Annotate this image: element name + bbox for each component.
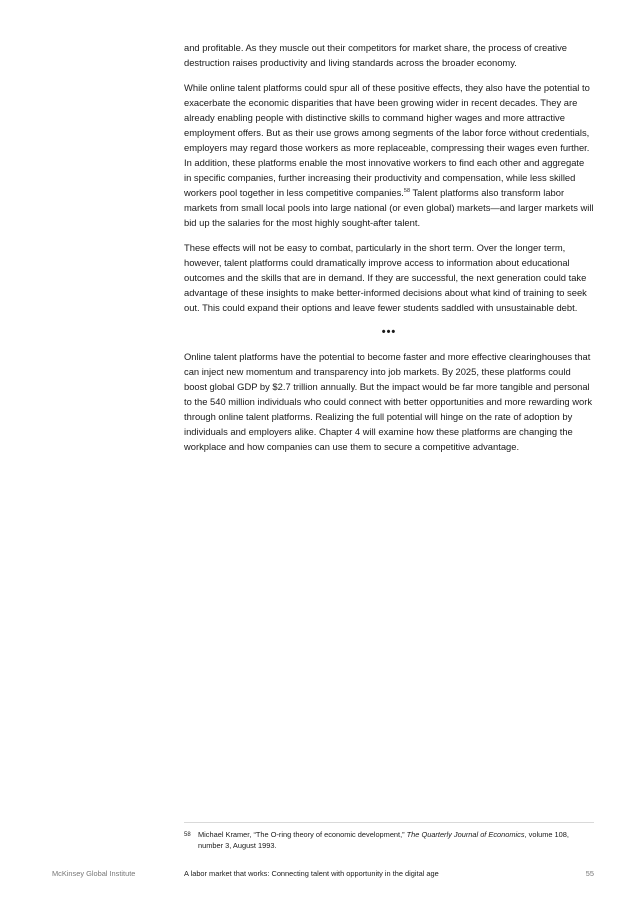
paragraph-4: Online talent platforms have the potential to become faster and more effective clearinghouses that can inject new momentum and transparency into job markets. By 2025, these platforms could boost global GDP by $2.7 trillion annually. But the impact would be far more tangible and personal to the 540 million individuals who could connect with better opportunities and more rewarding work through online talent platforms. Realizing the full potential will hinge on the rate of adoption by individuals and employers alike. Chapter 4 will examine how these platforms are changing the workplace and how companies can use them to secure a competitive advantage. — [184, 351, 593, 452]
paragraph-3: These effects will not be easy to combat, particularly in the short term. Over the longer term, however, talent platforms could dramatically improve access to information about educational outcomes and the skills that are in demand. If they are successful, the next generation could take advantage of these insights to make better-informed decisions about what kind of training to seek out. This could expand their options and leave fewer students saddled with unsustainable debt. — [184, 242, 587, 313]
paragraph-2-text: While online talent platforms could spur all of these positive effects, they also have the potential to exacerbate the economic disparities that have been growing wider in recent decades. They are already enabling people with distinctive skills to command higher wages and more attractive employment offers. But as their use grows among segments of the labor force without credentials, employers may regard those workers as more replaceable, compressing their wages even further. In addition, these platforms enable the most innovative workers to find each other and aggregate in specific companies, further increasing their productivity and compensation, while less skilled workers pool together in less competitive companies. — [184, 82, 590, 198]
paragraph-1: and profitable. As they muscle out their competitors for market share, the process of creative destruction raises productivity and living standards across the broader economy. — [184, 42, 567, 68]
footnote-text — [198, 829, 594, 851]
footnote-rule — [184, 822, 594, 823]
footnote-details: , volume 108, number 3, August 1993. — [198, 830, 569, 850]
footnote-number: 58 — [184, 832, 191, 838]
footnote-citation: Michael Kramer, “The O-ring theory of economic development,” — [198, 830, 407, 839]
paragraph-2-continued: Talent platforms also transform labor markets from small local pools into large national (or even global) markets—and larger markets will bid up the salaries for the most highly sought-after talent. — [184, 187, 594, 228]
body-text — [184, 40, 594, 464]
footnote-ref-58[interactable]: 58 — [403, 187, 411, 194]
footnote-journal: The Quarterly Journal of Economics — [406, 830, 525, 839]
footer-organization: McKinsey Global Institute — [52, 869, 136, 878]
section-divider: ••• — [381, 326, 397, 338]
footer-report-title: A labor market that works: Connecting talent with opportunity in the digital age — [184, 869, 439, 878]
page-number: 55 — [585, 869, 594, 878]
paragraph-2 — [184, 80, 594, 230]
footnote — [184, 829, 594, 851]
